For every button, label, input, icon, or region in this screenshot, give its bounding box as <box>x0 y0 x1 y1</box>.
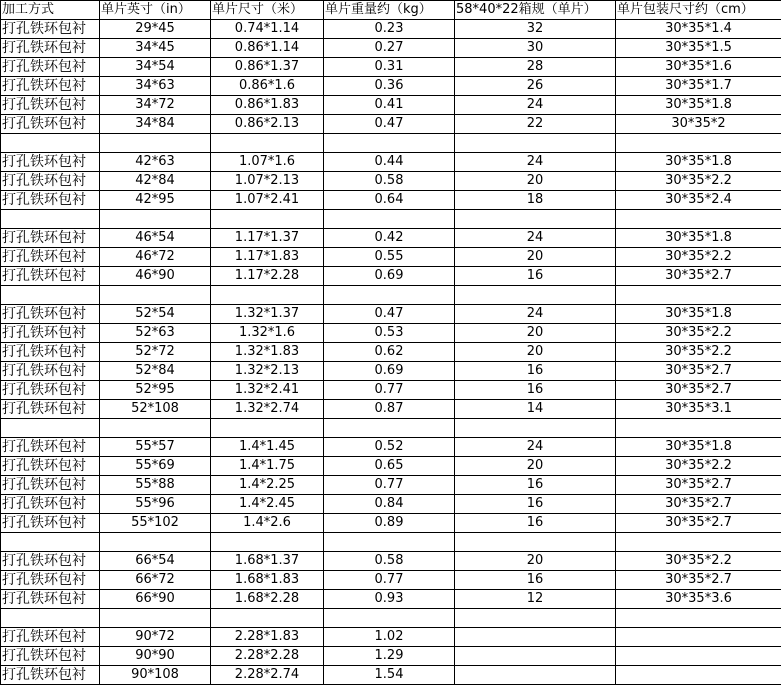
table-row <box>1 58 781 77</box>
weight-cell[interactable]: 0.89 <box>324 514 455 533</box>
carton-qty-cell[interactable]: 20 <box>455 343 616 362</box>
package-size-cell[interactable]: 30*35*1.5 <box>616 39 781 58</box>
size-inches-cell[interactable]: 34*54 <box>100 58 211 77</box>
weight-cell[interactable]: 0.47 <box>324 305 455 324</box>
size-meters-cell[interactable]: 1.17*1.83 <box>211 248 324 267</box>
processing-method-cell[interactable]: 打孔铁环包衬 <box>1 248 100 267</box>
size-meters-cell[interactable]: 0.86*2.13 <box>211 115 324 134</box>
size-inches-cell[interactable]: 52*63 <box>100 324 211 343</box>
package-size-cell[interactable]: 30*35*2.7 <box>616 495 781 514</box>
weight-cell[interactable]: 0.69 <box>324 267 455 286</box>
carton-qty-cell[interactable] <box>455 666 616 685</box>
spacer-row <box>1 286 781 305</box>
header-cell-carton-spec[interactable]: 58*40*22箱规（单片） <box>455 1 616 20</box>
size-inches-cell[interactable] <box>100 286 211 305</box>
size-meters-cell[interactable]: 1.07*2.13 <box>211 172 324 191</box>
size-meters-cell[interactable]: 1.4*2.25 <box>211 476 324 495</box>
size-inches-cell[interactable] <box>100 533 211 552</box>
size-meters-cell[interactable]: 1.32*2.13 <box>211 362 324 381</box>
weight-cell[interactable]: 0.62 <box>324 343 455 362</box>
weight-cell[interactable]: 0.27 <box>324 39 455 58</box>
size-inches-cell[interactable]: 90*90 <box>100 647 211 666</box>
table-row <box>1 438 781 457</box>
processing-method-cell[interactable]: 打孔铁环包衬 <box>1 571 100 590</box>
size-inches-cell[interactable]: 66*90 <box>100 590 211 609</box>
table-row <box>1 381 781 400</box>
processing-method-cell[interactable] <box>1 609 100 628</box>
package-size-cell[interactable]: 30*35*3.6 <box>616 590 781 609</box>
processing-method-cell[interactable]: 打孔铁环包衬 <box>1 77 100 96</box>
size-meters-cell[interactable] <box>211 134 324 153</box>
table-row <box>1 115 781 134</box>
spacer-row <box>1 134 781 153</box>
processing-method-cell[interactable]: 打孔铁环包衬 <box>1 590 100 609</box>
processing-method-cell[interactable]: 打孔铁环包衬 <box>1 324 100 343</box>
carton-qty-cell[interactable]: 16 <box>455 495 616 514</box>
carton-qty-cell[interactable]: 16 <box>455 571 616 590</box>
carton-qty-cell[interactable]: 20 <box>455 457 616 476</box>
package-size-cell[interactable] <box>616 628 781 647</box>
table-row <box>1 172 781 191</box>
size-inches-cell[interactable]: 66*54 <box>100 552 211 571</box>
weight-cell[interactable] <box>324 533 455 552</box>
size-meters-cell[interactable]: 1.68*1.83 <box>211 571 324 590</box>
table-row <box>1 647 781 666</box>
processing-method-cell[interactable]: 打孔铁环包衬 <box>1 552 100 571</box>
carton-qty-cell[interactable]: 16 <box>455 476 616 495</box>
table-row <box>1 362 781 381</box>
size-meters-cell[interactable]: 0.86*1.6 <box>211 77 324 96</box>
weight-cell[interactable]: 1.54 <box>324 666 455 685</box>
processing-method-cell[interactable] <box>1 533 100 552</box>
package-size-cell[interactable]: 30*35*2.2 <box>616 172 781 191</box>
size-inches-cell[interactable]: 42*95 <box>100 191 211 210</box>
size-inches-cell[interactable] <box>100 134 211 153</box>
carton-qty-cell[interactable]: 24 <box>455 305 616 324</box>
carton-qty-cell[interactable]: 12 <box>455 590 616 609</box>
size-inches-cell[interactable]: 55*102 <box>100 514 211 533</box>
weight-cell[interactable]: 0.77 <box>324 476 455 495</box>
size-meters-cell[interactable]: 1.17*1.37 <box>211 229 324 248</box>
size-meters-cell[interactable]: 1.4*1.45 <box>211 438 324 457</box>
size-meters-cell[interactable]: 0.74*1.14 <box>211 20 324 39</box>
processing-method-cell[interactable]: 打孔铁环包衬 <box>1 39 100 58</box>
table-row <box>1 305 781 324</box>
weight-cell[interactable]: 0.36 <box>324 77 455 96</box>
weight-cell[interactable]: 0.84 <box>324 495 455 514</box>
package-size-cell[interactable] <box>616 647 781 666</box>
weight-cell[interactable] <box>324 134 455 153</box>
processing-method-cell[interactable]: 打孔铁环包衬 <box>1 343 100 362</box>
size-meters-cell[interactable]: 1.4*2.45 <box>211 495 324 514</box>
package-size-cell[interactable] <box>616 286 781 305</box>
processing-method-cell[interactable]: 打孔铁环包衬 <box>1 362 100 381</box>
weight-cell[interactable]: 0.77 <box>324 381 455 400</box>
size-meters-cell[interactable]: 1.68*1.37 <box>211 552 324 571</box>
table-row <box>1 552 781 571</box>
carton-qty-cell[interactable]: 14 <box>455 400 616 419</box>
size-meters-cell[interactable] <box>211 210 324 229</box>
processing-method-cell[interactable]: 打孔铁环包衬 <box>1 647 100 666</box>
package-size-cell[interactable]: 30*35*2.2 <box>616 552 781 571</box>
package-size-cell[interactable]: 30*35*2.7 <box>616 381 781 400</box>
package-size-cell[interactable] <box>616 419 781 438</box>
carton-qty-cell[interactable] <box>455 286 616 305</box>
weight-cell[interactable]: 0.58 <box>324 172 455 191</box>
table-row <box>1 267 781 286</box>
spacer-row <box>1 210 781 229</box>
carton-qty-cell[interactable]: 20 <box>455 172 616 191</box>
package-size-cell[interactable] <box>616 210 781 229</box>
size-inches-cell[interactable]: 42*84 <box>100 172 211 191</box>
weight-cell[interactable]: 0.64 <box>324 191 455 210</box>
package-size-cell[interactable]: 30*35*1.8 <box>616 305 781 324</box>
size-meters-cell[interactable]: 0.86*1.14 <box>211 39 324 58</box>
processing-method-cell[interactable] <box>1 419 100 438</box>
weight-cell[interactable]: 0.23 <box>324 20 455 39</box>
size-inches-cell[interactable]: 52*72 <box>100 343 211 362</box>
table-row <box>1 20 781 39</box>
carton-qty-cell[interactable] <box>455 628 616 647</box>
table-row <box>1 514 781 533</box>
processing-method-cell[interactable]: 打孔铁环包衬 <box>1 191 100 210</box>
weight-cell[interactable] <box>324 286 455 305</box>
processing-method-cell[interactable]: 打孔铁环包衬 <box>1 229 100 248</box>
carton-qty-cell[interactable]: 24 <box>455 153 616 172</box>
package-size-cell[interactable]: 30*35*1.6 <box>616 58 781 77</box>
weight-cell[interactable]: 0.93 <box>324 590 455 609</box>
size-inches-cell[interactable]: 46*72 <box>100 248 211 267</box>
carton-qty-cell[interactable] <box>455 134 616 153</box>
package-size-cell[interactable]: 30*35*1.8 <box>616 229 781 248</box>
size-inches-cell[interactable]: 34*45 <box>100 39 211 58</box>
table-row <box>1 39 781 58</box>
table-row <box>1 96 781 115</box>
table-row <box>1 400 781 419</box>
size-meters-cell[interactable]: 1.4*1.75 <box>211 457 324 476</box>
processing-method-cell[interactable]: 打孔铁环包衬 <box>1 628 100 647</box>
package-size-cell[interactable]: 30*35*2.7 <box>616 267 781 286</box>
processing-method-cell[interactable]: 打孔铁环包衬 <box>1 96 100 115</box>
table-row <box>1 343 781 362</box>
weight-cell[interactable] <box>324 419 455 438</box>
carton-qty-cell[interactable]: 24 <box>455 96 616 115</box>
weight-cell[interactable]: 0.42 <box>324 229 455 248</box>
table-row <box>1 628 781 647</box>
table-row <box>1 229 781 248</box>
processing-method-cell[interactable]: 打孔铁环包衬 <box>1 172 100 191</box>
processing-method-cell[interactable]: 打孔铁环包衬 <box>1 58 100 77</box>
carton-qty-cell[interactable]: 16 <box>455 514 616 533</box>
size-inches-cell[interactable] <box>100 609 211 628</box>
weight-cell[interactable]: 0.52 <box>324 438 455 457</box>
size-inches-cell[interactable] <box>100 419 211 438</box>
package-size-cell[interactable] <box>616 134 781 153</box>
size-inches-cell[interactable]: 34*63 <box>100 77 211 96</box>
carton-qty-cell[interactable]: 20 <box>455 248 616 267</box>
size-inches-cell[interactable]: 46*54 <box>100 229 211 248</box>
weight-cell[interactable]: 1.29 <box>324 647 455 666</box>
weight-cell[interactable]: 0.87 <box>324 400 455 419</box>
size-meters-cell[interactable]: 2.28*2.74 <box>211 666 324 685</box>
package-size-cell[interactable] <box>616 609 781 628</box>
size-meters-cell[interactable]: 1.07*1.6 <box>211 153 324 172</box>
weight-cell[interactable]: 0.44 <box>324 153 455 172</box>
size-meters-cell[interactable]: 1.32*2.41 <box>211 381 324 400</box>
package-size-cell[interactable]: 30*35*2.2 <box>616 248 781 267</box>
size-inches-cell[interactable] <box>100 210 211 229</box>
package-size-cell[interactable]: 30*35*1.7 <box>616 77 781 96</box>
table-row <box>1 153 781 172</box>
processing-method-cell[interactable]: 打孔铁环包衬 <box>1 495 100 514</box>
size-inches-cell[interactable]: 90*108 <box>100 666 211 685</box>
size-meters-cell[interactable] <box>211 533 324 552</box>
header-row <box>1 1 781 20</box>
weight-cell[interactable]: 0.55 <box>324 248 455 267</box>
size-inches-cell[interactable]: 90*72 <box>100 628 211 647</box>
table-body <box>1 20 781 685</box>
processing-method-cell[interactable]: 打孔铁环包衬 <box>1 438 100 457</box>
table-row <box>1 248 781 267</box>
size-inches-cell[interactable]: 34*84 <box>100 115 211 134</box>
carton-qty-cell[interactable]: 18 <box>455 191 616 210</box>
size-inches-cell[interactable]: 34*72 <box>100 96 211 115</box>
size-meters-cell[interactable]: 1.4*2.6 <box>211 514 324 533</box>
table-row <box>1 666 781 685</box>
package-size-cell[interactable]: 30*35*2.7 <box>616 362 781 381</box>
carton-qty-cell[interactable] <box>455 419 616 438</box>
carton-qty-cell[interactable]: 22 <box>455 115 616 134</box>
package-size-cell[interactable]: 30*35*1.8 <box>616 96 781 115</box>
package-size-cell[interactable]: 30*35*2.7 <box>616 514 781 533</box>
processing-method-cell[interactable]: 打孔铁环包衬 <box>1 20 100 39</box>
package-size-cell[interactable]: 30*35*3.1 <box>616 400 781 419</box>
carton-qty-cell[interactable] <box>455 533 616 552</box>
processing-method-cell[interactable]: 打孔铁环包衬 <box>1 514 100 533</box>
processing-method-cell[interactable]: 打孔铁环包衬 <box>1 381 100 400</box>
carton-qty-cell[interactable]: 24 <box>455 229 616 248</box>
size-meters-cell[interactable]: 1.32*1.83 <box>211 343 324 362</box>
size-meters-cell[interactable]: 2.28*1.83 <box>211 628 324 647</box>
package-size-cell[interactable]: 30*35*1.4 <box>616 20 781 39</box>
table-row <box>1 324 781 343</box>
size-inches-cell[interactable]: 52*84 <box>100 362 211 381</box>
weight-cell[interactable]: 0.69 <box>324 362 455 381</box>
table-row <box>1 590 781 609</box>
size-inches-cell[interactable]: 42*63 <box>100 153 211 172</box>
size-meters-cell[interactable] <box>211 419 324 438</box>
weight-cell[interactable]: 0.41 <box>324 96 455 115</box>
processing-method-cell[interactable]: 打孔铁环包衬 <box>1 666 100 685</box>
carton-qty-cell[interactable]: 20 <box>455 552 616 571</box>
carton-qty-cell[interactable]: 16 <box>455 267 616 286</box>
package-size-cell[interactable]: 30*35*1.8 <box>616 438 781 457</box>
header-cell-weight[interactable]: 单片重量约（kg） <box>324 1 455 20</box>
table-row <box>1 457 781 476</box>
spacer-row <box>1 419 781 438</box>
size-meters-cell[interactable] <box>211 609 324 628</box>
carton-qty-cell[interactable]: 30 <box>455 39 616 58</box>
size-meters-cell[interactable]: 1.17*2.28 <box>211 267 324 286</box>
size-inches-cell[interactable]: 55*69 <box>100 457 211 476</box>
carton-qty-cell[interactable] <box>455 609 616 628</box>
weight-cell[interactable]: 1.02 <box>324 628 455 647</box>
size-inches-cell[interactable]: 52*95 <box>100 381 211 400</box>
size-inches-cell[interactable]: 55*88 <box>100 476 211 495</box>
size-meters-cell[interactable]: 1.32*1.6 <box>211 324 324 343</box>
carton-qty-cell[interactable] <box>455 647 616 666</box>
processing-method-cell[interactable]: 打孔铁环包衬 <box>1 115 100 134</box>
processing-method-cell[interactable]: 打孔铁环包衬 <box>1 153 100 172</box>
carton-qty-cell[interactable]: 32 <box>455 20 616 39</box>
size-inches-cell[interactable]: 29*45 <box>100 20 211 39</box>
package-size-cell[interactable] <box>616 666 781 685</box>
spacer-row <box>1 609 781 628</box>
carton-qty-cell[interactable]: 20 <box>455 324 616 343</box>
header-cell-size-meters[interactable]: 单片尺寸（米） <box>211 1 324 20</box>
package-size-cell[interactable]: 30*35*2.2 <box>616 457 781 476</box>
processing-method-cell[interactable]: 打孔铁环包衬 <box>1 457 100 476</box>
weight-cell[interactable]: 0.53 <box>324 324 455 343</box>
processing-method-cell[interactable]: 打孔铁环包衬 <box>1 305 100 324</box>
processing-method-cell[interactable] <box>1 210 100 229</box>
package-size-cell[interactable]: 30*35*2.2 <box>616 324 781 343</box>
header-cell-processing-method[interactable]: 加工方式 <box>1 1 100 20</box>
size-inches-cell[interactable]: 55*57 <box>100 438 211 457</box>
processing-method-cell[interactable]: 打孔铁环包衬 <box>1 400 100 419</box>
size-meters-cell[interactable]: 1.07*2.41 <box>211 191 324 210</box>
weight-cell[interactable]: 0.65 <box>324 457 455 476</box>
weight-cell[interactable]: 0.31 <box>324 58 455 77</box>
carton-qty-cell[interactable]: 24 <box>455 438 616 457</box>
weight-cell[interactable]: 0.58 <box>324 552 455 571</box>
size-meters-cell[interactable]: 1.68*2.28 <box>211 590 324 609</box>
size-inches-cell[interactable]: 46*90 <box>100 267 211 286</box>
carton-qty-cell[interactable]: 16 <box>455 381 616 400</box>
table-row <box>1 571 781 590</box>
table-row <box>1 191 781 210</box>
table-row <box>1 77 781 96</box>
carton-qty-cell[interactable]: 28 <box>455 58 616 77</box>
processing-method-cell[interactable]: 打孔铁环包衬 <box>1 476 100 495</box>
header-cell-size-inches[interactable]: 单片英寸（in） <box>100 1 211 20</box>
carton-qty-cell[interactable] <box>455 210 616 229</box>
package-size-cell[interactable]: 30*35*2 <box>616 115 781 134</box>
size-meters-cell[interactable]: 1.32*2.74 <box>211 400 324 419</box>
package-size-cell[interactable]: 30*35*2.7 <box>616 571 781 590</box>
size-meters-cell[interactable]: 0.86*1.37 <box>211 58 324 77</box>
package-size-cell[interactable]: 30*35*2.2 <box>616 343 781 362</box>
package-size-cell[interactable]: 30*35*2.7 <box>616 476 781 495</box>
size-meters-cell[interactable]: 1.32*1.37 <box>211 305 324 324</box>
spacer-row <box>1 533 781 552</box>
processing-method-cell[interactable] <box>1 286 100 305</box>
package-size-cell[interactable]: 30*35*1.8 <box>616 153 781 172</box>
carton-qty-cell[interactable]: 26 <box>455 77 616 96</box>
package-size-cell[interactable] <box>616 533 781 552</box>
table-row <box>1 476 781 495</box>
weight-cell[interactable]: 0.47 <box>324 115 455 134</box>
processing-method-cell[interactable]: 打孔铁环包衬 <box>1 267 100 286</box>
weight-cell[interactable]: 0.77 <box>324 571 455 590</box>
table-row <box>1 495 781 514</box>
size-meters-cell[interactable] <box>211 286 324 305</box>
header-cell-package-size[interactable]: 单片包装尺寸约（cm） <box>616 1 781 20</box>
size-inches-cell[interactable]: 52*108 <box>100 400 211 419</box>
weight-cell[interactable] <box>324 609 455 628</box>
processing-method-cell[interactable] <box>1 134 100 153</box>
package-size-cell[interactable]: 30*35*2.4 <box>616 191 781 210</box>
size-meters-cell[interactable]: 0.86*1.83 <box>211 96 324 115</box>
weight-cell[interactable] <box>324 210 455 229</box>
size-inches-cell[interactable]: 55*96 <box>100 495 211 514</box>
size-inches-cell[interactable]: 52*54 <box>100 305 211 324</box>
size-inches-cell[interactable]: 66*72 <box>100 571 211 590</box>
size-meters-cell[interactable]: 2.28*2.28 <box>211 647 324 666</box>
carton-qty-cell[interactable]: 16 <box>455 362 616 381</box>
